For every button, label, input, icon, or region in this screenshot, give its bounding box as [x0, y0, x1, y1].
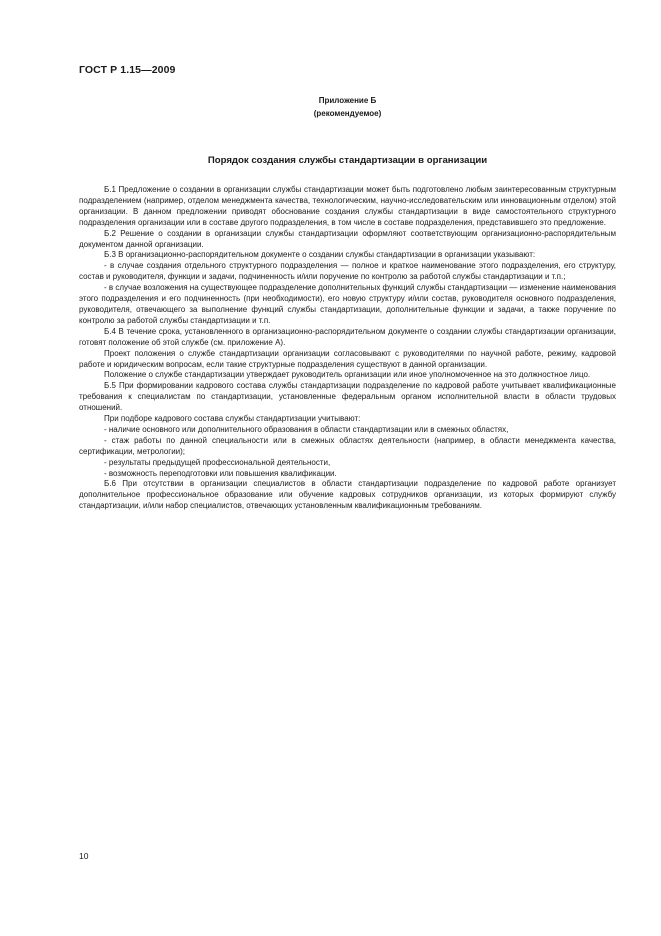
- paragraph-b3-item-1: - в случае создания отдельного структурного подразделения — полное и краткое наименование этого подразделения, его структуру, состав и руководителя, функции и задачи, подчиненность и/или поручение по контролю за работой службы стандартизации и т.п.;: [79, 261, 616, 282]
- section-title: Порядок создания службы стандартизации в организации: [207, 155, 488, 166]
- paragraph-b5-item-4: - возможность переподготовки или повышения квалификации.: [104, 468, 337, 478]
- appendix-heading: [79, 95, 616, 120]
- paragraph-b2: Б.2 Решение о создании в организации службы стандартизации оформляют соответствующим организационно-распорядительным документом данной организации.: [79, 228, 616, 249]
- paragraph-b5: Б.5 При формировании кадрового состава службы стандартизации подразделение по кадровой работе учитывает квалификационные требования к специалистам по стандартизации, установленные федеральным органом исполнительной власти в области трудовых отношений.: [79, 381, 616, 413]
- paragraph-b3-item-2: - в случае возложения на существующее подразделение дополнительных функций службы стандартизации — изменение наименования этого подразделения и его подчиненность (при необходимости), его новую структуру и/или состав, руководителя основного подразделения, руководителя, отвечающего за выполнение функций службы стандартизации, дополнительные функции и задачи, а также поручение по контролю за работой службы стандартизации и т.п.: [79, 283, 616, 325]
- paragraph-b3: Б.3 В организационно-распорядительном документе о создании службы стандартизации в организации указывают:: [104, 250, 536, 260]
- paragraph-b5-intro: При подборе кадрового состава службы стандартизации учитывают:: [104, 414, 361, 424]
- paragraph-b4-signoff: Положение о службе стандартизации утверждает руководитель организации или иное уполномоченное на это должностное лицо.: [104, 370, 591, 380]
- paragraph-b5-item-1: - наличие основного или дополнительного образования в области стандартизации или в смежных областях,: [104, 424, 509, 434]
- document-code: ГОСТ Р 1.15—2009: [79, 64, 176, 76]
- appendix-label: Приложение Б: [318, 96, 377, 105]
- paragraph-b6: Б.6 При отсутствии в организации специалистов в области стандартизации подразделение по кадровой работе организует дополнительное профессиональное образование или обучение кадровых сотрудников организации, из которых формируют службу стандартизации, и/или набор специалистов, отвечающих установленным квалификационным требованиям.: [79, 479, 616, 511]
- body-text: [79, 185, 616, 512]
- paragraph-b4-approval: Проект положения о службе стандартизации организации согласовывают с руководителями по научной работе, режиму, кадровой работе и юридическим вопросам, если такие структурные подразделения существуют в данной организации.: [79, 348, 616, 369]
- appendix-status: (рекомендуемое): [313, 108, 382, 118]
- paragraph-b5-item-2: - стаж работы по данной специальности или в смежных областях деятельности (например, в области менеджмента качества, сертификации, метрологии);: [79, 435, 616, 456]
- paragraph-b4: Б.4 В течение срока, установленного в организационно-распорядительном документе о создании службы стандартизации организации, готовят положение об этой службе (см. приложение А).: [79, 326, 616, 347]
- paragraph-b5-item-3: - результаты предыдущей профессиональной деятельности,: [104, 457, 331, 467]
- page-number: 10: [79, 851, 89, 861]
- paragraph-b1: Б.1 Предложение о создании в организации службы стандартизации может быть подготовлено любым заинтересованным структурным подразделением (например, отделом менеджмента качества, технологическим, научно-исследовательским или инновационным отделом) этой организации. В данном предложении приводят обоснование создания службы стандартизации в виде самостоятельного структурного подразделения организации или в составе другого подразделения, в том числе в составе подразделения, представившего это предложение.: [79, 185, 616, 227]
